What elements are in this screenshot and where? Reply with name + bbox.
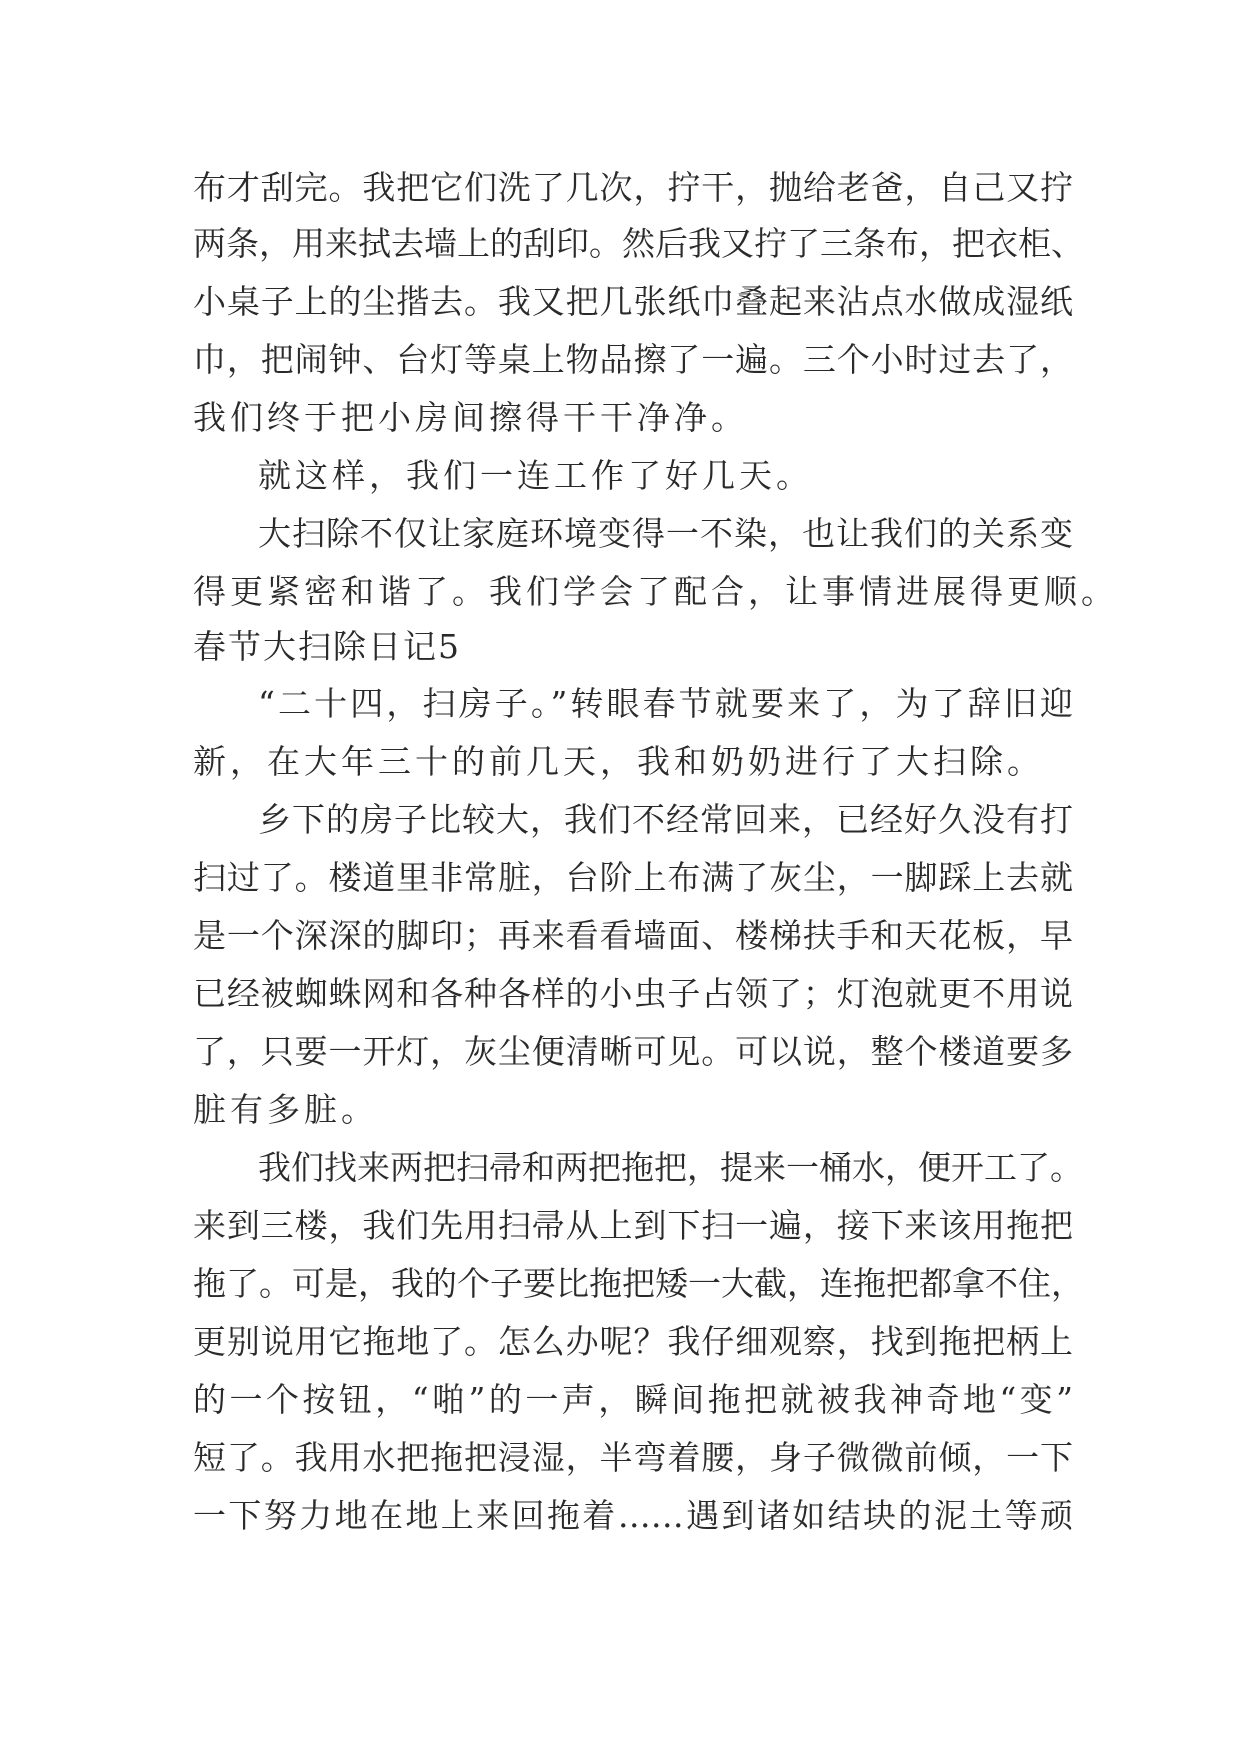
text-line: “二十四，扫房子。”转眼春节就要来了，为了辞旧迎 bbox=[258, 684, 1073, 723]
text-line: 是一个深深的脚印；再来看看墙面、楼梯扶手和天花板，早 bbox=[193, 916, 1073, 955]
text-line: 拖了。可是，我的个子要比拖把矮一大截，连拖把都拿不住， bbox=[193, 1264, 1084, 1303]
text-line: 更别说用它拖地了。怎么办呢？我仔细观察，找到拖把柄上 bbox=[193, 1322, 1073, 1361]
text-line: 我们终于把小房间擦得干干净净。 bbox=[193, 398, 748, 437]
text-line: 两条，用来拭去墙上的刮印。然后我又拧了三条布，把衣柜、 bbox=[193, 224, 1084, 263]
text-line: 脏有多脏。 bbox=[193, 1090, 378, 1129]
text-line: 扫过了。楼道里非常脏，台阶上布满了灰尘，一脚踩上去就 bbox=[193, 858, 1073, 897]
text-line: 短了。我用水把拖把浸湿，半弯着腰，身子微微前倾，一下 bbox=[193, 1438, 1073, 1477]
text-line: 来到三楼，我们先用扫帚从上到下扫一遍，接下来该用拖把 bbox=[193, 1206, 1073, 1245]
text-line: 大扫除不仅让家庭环境变得一不染，也让我们的关系变 bbox=[258, 514, 1073, 553]
text-line: 就这样，我们一连工作了好几天。 bbox=[258, 456, 813, 495]
text-line: 了，只要一开灯，灰尘便清晰可见。可以说，整个楼道要多 bbox=[193, 1032, 1073, 1071]
text-line: 得更紧密和谐了。我们学会了配合，让事情进展得更顺。 bbox=[193, 572, 1118, 611]
text-line: 新，在大年三十的前几天，我和奶奶进行了大扫除。 bbox=[193, 742, 1044, 781]
text-line: 布才刮完。我把它们洗了几次，拧干，抛给老爸，自己又拧 bbox=[193, 168, 1073, 207]
text-line: 一下努力地在地上来回拖着……遇到诸如结块的泥土等顽 bbox=[193, 1496, 1073, 1535]
text-line: 小桌子上的尘揩去。我又把几张纸巾叠起来沾点水做成湿纸 bbox=[193, 282, 1073, 321]
text-line: 巾，把闹钟、台灯等桌上物品擦了一遍。三个小时过去了， bbox=[193, 340, 1073, 379]
text-line: 我们找来两把扫帚和两把拖把，提来一桶水，便开工了。 bbox=[258, 1148, 1083, 1187]
section-heading: 春节大扫除日记5 bbox=[193, 627, 461, 666]
text-line: 的一个按钮，“啪”的一声，瞬间拖把就被我神奇地“变” bbox=[193, 1380, 1073, 1419]
text-line: 乡下的房子比较大，我们不经常回来，已经好久没有打 bbox=[258, 800, 1073, 839]
text-line: 已经被蜘蛛网和各种各样的小虫子占领了；灯泡就更不用说 bbox=[193, 974, 1073, 1013]
